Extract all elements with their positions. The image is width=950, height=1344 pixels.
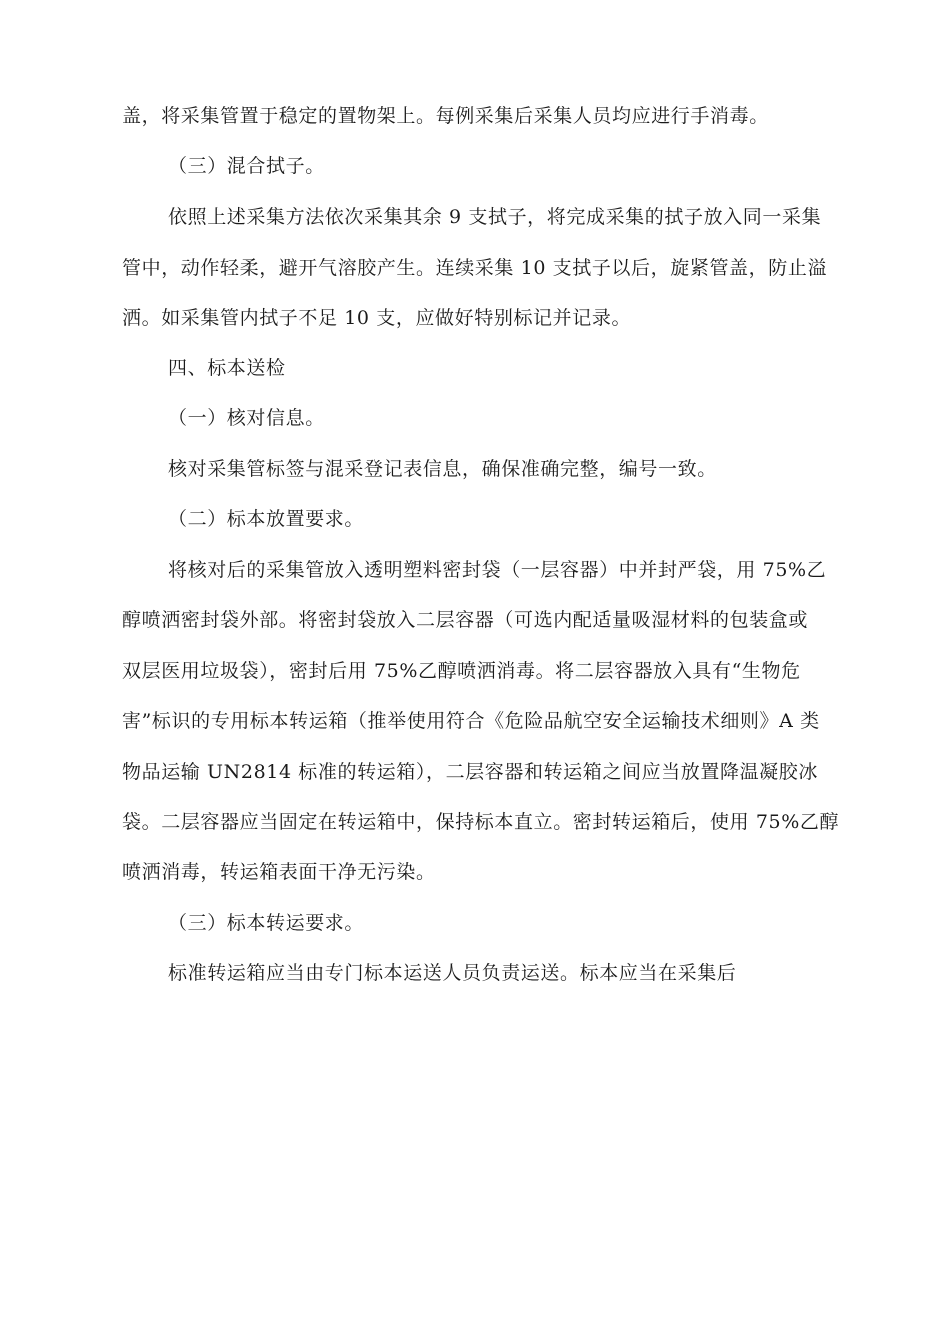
section-heading: （三）混合拭子。 [168, 155, 325, 177]
text-line: 管中，动作轻柔，避开气溶胶产生。连续采集 10 支拭子以后，旋紧管盖，防止溢 [122, 257, 828, 279]
text-line: 盖，将采集管置于稳定的置物架上。每例采集后采集人员均应进行手消毒。 [122, 105, 769, 127]
text-line: 物品运输 UN2814 标准的转运箱），二层容器和转运箱之间应当放置降温凝胶冰 [122, 761, 818, 783]
chapter-heading: 四、标本送检 [168, 357, 286, 379]
text-line: 将核对后的采集管放入透明塑料密封袋（一层容器）中并封严袋，用 75%乙 [168, 559, 827, 581]
text-line: 喷洒消毒，转运箱表面干净无污染。 [122, 861, 436, 883]
text-line: 醇喷洒密封袋外部。将密封袋放入二层容器（可选内配适量吸湿材料的包装盒或 [122, 609, 809, 631]
section-heading: （二）标本放置要求。 [168, 508, 365, 530]
text-line: 核对采集管标签与混采登记表信息，确保准确完整，编号一致。 [168, 458, 717, 480]
text-line: 袋。二层容器应当固定在转运箱中，保持标本直立。密封转运箱后，使用 75%乙醇 [122, 811, 840, 833]
section-heading: （三）标本转运要求。 [168, 912, 365, 934]
text-line: 害”标识的专用标本转运箱（推举使用符合《危险品航空安全运输技术细则》A 类 [122, 710, 820, 732]
text-line: 洒。如采集管内拭子不足 10 支，应做好特别标记并记录。 [122, 307, 632, 329]
text-line: 依照上述采集方法依次采集其余 9 支拭子，将完成采集的拭子放入同一采集 [168, 206, 822, 228]
text-line: 双层医用垃圾袋），密封后用 75%乙醇喷洒消毒。将二层容器放入具有“生物危 [122, 660, 801, 682]
section-heading: （一）核对信息。 [168, 407, 325, 429]
text-line: 标准转运箱应当由专门标本运送人员负责运送。标本应当在采集后 [168, 962, 737, 984]
